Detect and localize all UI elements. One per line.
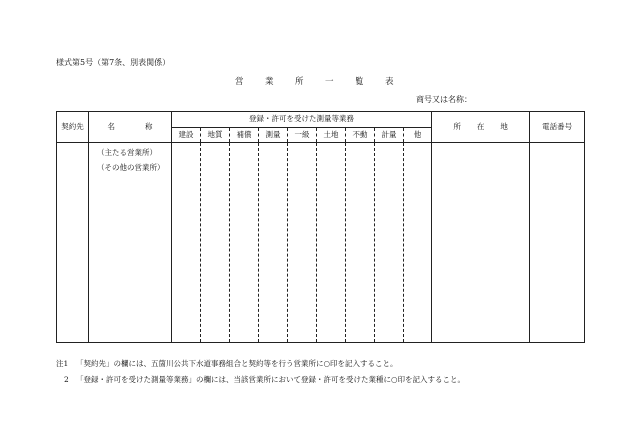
form-number: 様式第5号（第7条、別表関係） bbox=[56, 58, 171, 67]
reg-cell-other[interactable] bbox=[404, 143, 432, 343]
header-address-char: 所 bbox=[453, 121, 461, 131]
contract-cell[interactable] bbox=[57, 143, 89, 343]
reg-cell-survey[interactable] bbox=[259, 143, 288, 343]
title-char: 業 bbox=[265, 77, 274, 87]
phone-cell[interactable] bbox=[530, 143, 585, 343]
title-char: 一 bbox=[325, 77, 334, 87]
reg-cell-real-estate[interactable] bbox=[346, 143, 375, 343]
notes-section bbox=[56, 356, 465, 388]
header-address-char: 地 bbox=[500, 121, 508, 131]
reg-cell-construction[interactable] bbox=[172, 143, 201, 343]
header-phone: 電話番号 bbox=[530, 112, 585, 143]
title-char: 営 bbox=[235, 77, 244, 87]
header-sub-construction: 建設 bbox=[172, 128, 201, 143]
office-list-table bbox=[56, 111, 585, 343]
name-cell[interactable] bbox=[89, 143, 172, 343]
header-registration-group: 登録・許可を受けた測量等業務 bbox=[172, 112, 432, 128]
header-sub-land: 土地 bbox=[317, 128, 346, 143]
header-sub-first-class: 一級 bbox=[288, 128, 317, 143]
header-address bbox=[432, 112, 530, 143]
header-name-char: 名 bbox=[107, 121, 115, 131]
reg-cell-first-class[interactable] bbox=[288, 143, 317, 343]
trade-name-label: 商号又は名称： bbox=[416, 95, 472, 104]
header-address-char: 在 bbox=[476, 121, 485, 131]
header-contract: 契約先 bbox=[57, 112, 89, 143]
header-sub-measurement: 計量 bbox=[375, 128, 404, 143]
title-char: 所 bbox=[295, 77, 304, 87]
note-text: 「契約先」の欄には、五箇川公共下水道事務組合と契約等を行う営業所に○印を記入すること。 bbox=[76, 359, 398, 368]
header-sub-compensation: 補償 bbox=[230, 128, 259, 143]
address-cell[interactable] bbox=[432, 143, 530, 343]
note-number: 注1 bbox=[56, 359, 69, 368]
header-name-char: 称 bbox=[145, 121, 153, 131]
reg-cell-measurement[interactable] bbox=[375, 143, 404, 343]
header-sub-geology: 地質 bbox=[201, 128, 230, 143]
note-2 bbox=[56, 372, 465, 388]
header-sub-real-estate: 不動 bbox=[346, 128, 375, 143]
main-office-label: （主たる営業所） bbox=[97, 148, 157, 157]
table-body-row bbox=[57, 143, 585, 343]
note-text: 「登録・許可を受けた測量等業務」の欄には、当該営業所において登録・許可を受けた業種に○印を記入すること。 bbox=[76, 375, 466, 384]
header-sub-survey: 測量 bbox=[259, 128, 288, 143]
reg-cell-compensation[interactable] bbox=[230, 143, 259, 343]
header-name bbox=[89, 112, 172, 143]
note-1 bbox=[56, 356, 465, 372]
reg-cell-land[interactable] bbox=[317, 143, 346, 343]
title-char: 表 bbox=[385, 77, 394, 87]
note-number: 2 bbox=[64, 375, 69, 384]
other-office-label: （その他の営業所） bbox=[97, 163, 165, 173]
header-row-top bbox=[57, 112, 585, 128]
title-char: 覧 bbox=[355, 77, 364, 87]
reg-cell-geology[interactable] bbox=[201, 143, 230, 343]
header-sub-other: 他 bbox=[404, 128, 432, 143]
document-title bbox=[235, 75, 415, 87]
